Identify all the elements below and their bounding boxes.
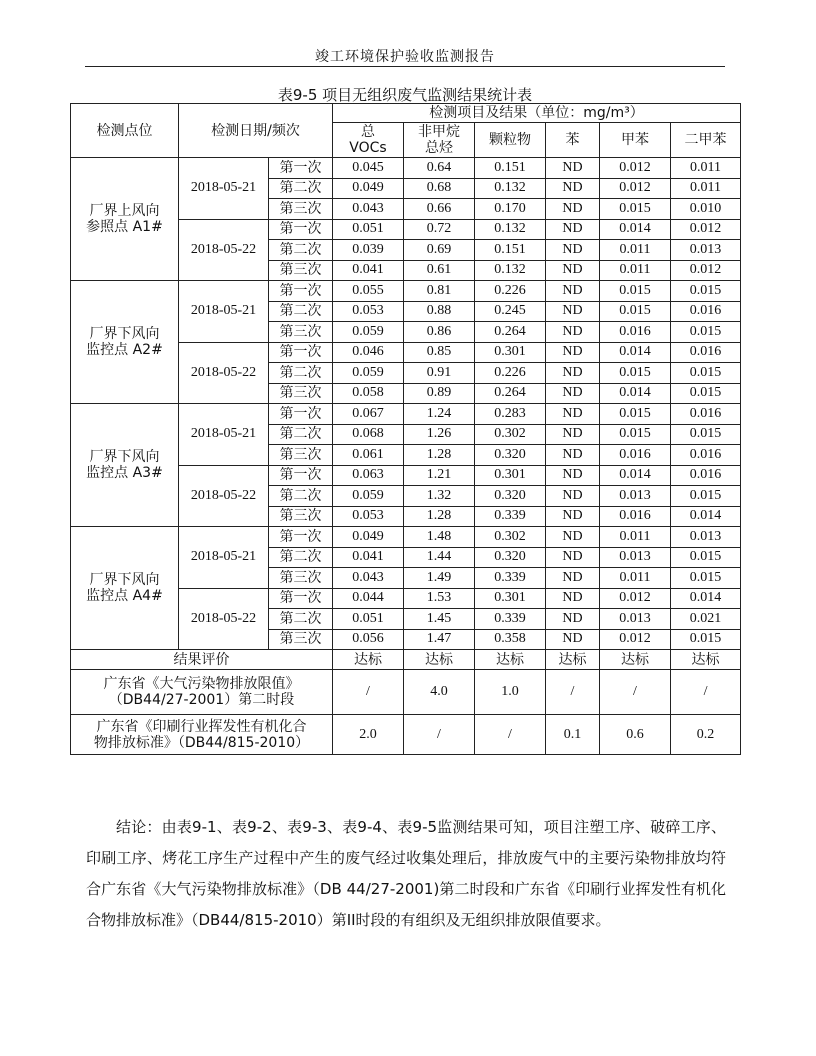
result-value: 0.053	[333, 506, 404, 527]
result-value: 0.015	[671, 424, 741, 445]
result-value: 1.45	[404, 609, 475, 630]
result-value: 0.86	[404, 322, 475, 343]
evaluation-label: 结果评价	[71, 650, 333, 670]
result-value: 0.013	[600, 486, 671, 507]
sample-date: 2018-05-21	[179, 281, 269, 343]
result-value: 0.013	[671, 240, 741, 261]
result-value: 0.014	[600, 465, 671, 486]
result-value: 0.059	[333, 363, 404, 384]
result-value: 0.015	[600, 363, 671, 384]
conclusion-paragraph: 结论：由表9-1、表9-2、表9-3、表9-4、表9-5监测结果可知，项目注塑工序、破碎工序、印刷工序、烤花工序生产过程中产生的废气经过收集处理后，排放废气中的主要污染物排放均符合广东省《大气污染物排放标准》（DB 44/27-2001)第二时段和广东省《印刷行业挥发性有机化合物排放标准》（DB44/815-2010）第II时段的有组织及无组织排放限值要求。	[86, 818, 726, 929]
frequency: 第三次	[269, 629, 333, 650]
header-item-nmhc-line2: 总烃	[425, 140, 453, 156]
sample-date: 2018-05-21	[179, 158, 269, 220]
result-value: 0.320	[475, 445, 546, 466]
evaluation-value: 达标	[404, 650, 475, 670]
frequency: 第二次	[269, 301, 333, 322]
result-value: 0.014	[600, 342, 671, 363]
frequency: 第三次	[269, 568, 333, 589]
result-value: 0.64	[404, 158, 475, 179]
result-value: 0.055	[333, 281, 404, 302]
header-item-nmhc	[404, 123, 475, 158]
result-value: ND	[546, 363, 600, 384]
header-item-nmhc-line1: 非甲烷	[418, 124, 460, 140]
result-value: 0.021	[671, 609, 741, 630]
header-item-xylene: 二甲苯	[671, 123, 741, 158]
result-value: 0.88	[404, 301, 475, 322]
header-item-toluene: 甲苯	[600, 123, 671, 158]
result-value: 0.015	[671, 547, 741, 568]
result-value: 0.283	[475, 404, 546, 425]
frequency: 第一次	[269, 588, 333, 609]
result-value: 0.011	[671, 178, 741, 199]
result-value: 0.045	[333, 158, 404, 179]
standard-value: 2.0	[333, 715, 404, 755]
header-item-total-vocs-line2: VOCs	[349, 140, 387, 156]
result-value: 0.016	[600, 506, 671, 527]
sample-date: 2018-05-22	[179, 219, 269, 281]
result-value: 0.012	[671, 219, 741, 240]
result-value: 0.132	[475, 178, 546, 199]
result-value: 0.051	[333, 219, 404, 240]
results-table	[70, 103, 741, 755]
result-value: ND	[546, 629, 600, 650]
sample-date: 2018-05-22	[179, 588, 269, 650]
result-value: 0.72	[404, 219, 475, 240]
result-value: 0.302	[475, 424, 546, 445]
table-title: 表9-5 项目无组织废气监测结果统计表	[277, 86, 533, 104]
frequency: 第三次	[269, 199, 333, 220]
result-value: 0.66	[404, 199, 475, 220]
result-value: 0.151	[475, 158, 546, 179]
result-value: 0.051	[333, 609, 404, 630]
result-value: 0.015	[671, 281, 741, 302]
result-value: 0.339	[475, 506, 546, 527]
result-value: 0.049	[333, 178, 404, 199]
frequency: 第二次	[269, 424, 333, 445]
result-value: 1.49	[404, 568, 475, 589]
result-value: 0.015	[671, 322, 741, 343]
result-value: 0.264	[475, 322, 546, 343]
site-name-line2: 监控点 A4#	[86, 588, 163, 604]
result-value: 0.132	[475, 219, 546, 240]
site-name-line1: 厂界下风向	[89, 572, 160, 588]
result-value: ND	[546, 281, 600, 302]
result-value: 0.015	[671, 568, 741, 589]
result-value: 1.53	[404, 588, 475, 609]
standard-value: /	[404, 715, 475, 755]
sample-date: 2018-05-22	[179, 342, 269, 404]
result-value: 0.016	[600, 322, 671, 343]
result-value: 0.301	[475, 588, 546, 609]
result-value: 0.053	[333, 301, 404, 322]
result-value: 0.339	[475, 609, 546, 630]
frequency: 第一次	[269, 281, 333, 302]
standard-value: 4.0	[404, 670, 475, 715]
result-value: 0.046	[333, 342, 404, 363]
site-name-line2: 参照点 A1#	[86, 219, 163, 235]
result-value: 0.320	[475, 486, 546, 507]
result-value: 0.339	[475, 568, 546, 589]
evaluation-value: 达标	[546, 650, 600, 670]
result-value: 0.061	[333, 445, 404, 466]
result-value: 0.264	[475, 383, 546, 404]
result-value: 0.015	[600, 424, 671, 445]
result-value: 0.059	[333, 322, 404, 343]
result-value: 0.013	[600, 547, 671, 568]
result-value: 0.011	[600, 568, 671, 589]
frequency: 第二次	[269, 178, 333, 199]
site-name-line2: 监控点 A3#	[86, 465, 163, 481]
site-name-line2: 监控点 A2#	[86, 342, 163, 358]
result-value: ND	[546, 219, 600, 240]
standard-value: 0.2	[671, 715, 741, 755]
evaluation-value: 达标	[671, 650, 741, 670]
result-value: ND	[546, 506, 600, 527]
result-value: ND	[546, 178, 600, 199]
result-value: ND	[546, 158, 600, 179]
result-value: 1.26	[404, 424, 475, 445]
table-row	[71, 158, 741, 179]
frequency: 第二次	[269, 363, 333, 384]
result-value: ND	[546, 199, 600, 220]
result-value: ND	[546, 527, 600, 548]
result-value: ND	[546, 404, 600, 425]
result-value: 0.014	[600, 219, 671, 240]
result-value: ND	[546, 465, 600, 486]
result-value: ND	[546, 322, 600, 343]
result-value: ND	[546, 301, 600, 322]
standard-value: 1.0	[475, 670, 546, 715]
evaluation-value: 达标	[333, 650, 404, 670]
result-value: 0.056	[333, 629, 404, 650]
result-value: 0.015	[671, 383, 741, 404]
result-value: 1.47	[404, 629, 475, 650]
standard-value: /	[671, 670, 741, 715]
result-value: 0.245	[475, 301, 546, 322]
header-date-frequency: 检测日期/频次	[179, 104, 333, 158]
result-value: 0.301	[475, 342, 546, 363]
result-value: 0.012	[600, 178, 671, 199]
result-value: 0.067	[333, 404, 404, 425]
result-value: 0.015	[671, 363, 741, 384]
site-name	[71, 281, 179, 404]
sample-date: 2018-05-21	[179, 527, 269, 589]
result-value: 0.89	[404, 383, 475, 404]
result-value: 0.014	[671, 506, 741, 527]
result-value: 0.068	[333, 424, 404, 445]
standard-label	[71, 715, 333, 755]
result-value: 0.015	[671, 629, 741, 650]
standard-value: /	[475, 715, 546, 755]
result-value: 0.059	[333, 486, 404, 507]
result-value: ND	[546, 424, 600, 445]
result-value: 0.170	[475, 199, 546, 220]
table-row	[71, 404, 741, 425]
result-value: 1.24	[404, 404, 475, 425]
result-value: 0.016	[600, 445, 671, 466]
result-value: ND	[546, 609, 600, 630]
header-item-total-vocs-line1: 总	[361, 124, 375, 140]
evaluation-value: 达标	[475, 650, 546, 670]
result-value: 0.012	[671, 260, 741, 281]
result-value: 1.21	[404, 465, 475, 486]
result-value: 0.358	[475, 629, 546, 650]
result-value: 0.012	[600, 629, 671, 650]
result-value: 1.32	[404, 486, 475, 507]
frequency: 第一次	[269, 219, 333, 240]
frequency: 第二次	[269, 547, 333, 568]
standard-label-line1: 广东省《大气污染物排放限值》	[103, 676, 300, 692]
result-value: 0.016	[671, 465, 741, 486]
frequency: 第一次	[269, 158, 333, 179]
result-value: 1.28	[404, 445, 475, 466]
standard-label-line2: （DB44/27-2001）第二时段	[108, 692, 295, 708]
standard-value: 0.6	[600, 715, 671, 755]
standard-label-line2: 物排放标准》（DB44/815-2010）	[93, 734, 310, 751]
standard-value: /	[600, 670, 671, 715]
result-value: 0.041	[333, 547, 404, 568]
result-value: 0.012	[600, 158, 671, 179]
sample-date: 2018-05-21	[179, 404, 269, 466]
frequency: 第一次	[269, 465, 333, 486]
frequency: 第三次	[269, 506, 333, 527]
result-value: 0.010	[671, 199, 741, 220]
result-value: 0.016	[671, 301, 741, 322]
site-name-line1: 厂界下风向	[89, 449, 160, 465]
result-value: ND	[546, 445, 600, 466]
result-value: 0.013	[671, 527, 741, 548]
frequency: 第三次	[269, 260, 333, 281]
standard-value: 0.1	[546, 715, 600, 755]
result-value: 0.014	[600, 383, 671, 404]
site-name-line1: 厂界下风向	[89, 326, 160, 342]
result-value: 0.226	[475, 363, 546, 384]
result-value: 1.48	[404, 527, 475, 548]
frequency: 第三次	[269, 383, 333, 404]
result-value: 0.049	[333, 527, 404, 548]
site-name	[71, 527, 179, 650]
result-value: ND	[546, 342, 600, 363]
result-value: 0.043	[333, 568, 404, 589]
result-value: 0.043	[333, 199, 404, 220]
site-name	[71, 404, 179, 527]
result-value: 0.69	[404, 240, 475, 261]
result-value: 0.302	[475, 527, 546, 548]
result-value: 0.011	[600, 240, 671, 261]
result-value: 0.015	[600, 281, 671, 302]
frequency: 第二次	[269, 240, 333, 261]
header-items-group: 检测项目及结果（单位：mg/m³）	[333, 104, 741, 123]
result-value: 0.226	[475, 281, 546, 302]
result-value: 0.044	[333, 588, 404, 609]
result-value: 0.011	[671, 158, 741, 179]
frequency: 第一次	[269, 527, 333, 548]
standard-value: /	[546, 670, 600, 715]
header-item-benzene: 苯	[546, 123, 600, 158]
frequency: 第三次	[269, 322, 333, 343]
frequency: 第一次	[269, 404, 333, 425]
result-value: 1.44	[404, 547, 475, 568]
frequency: 第三次	[269, 445, 333, 466]
result-value: ND	[546, 588, 600, 609]
result-value: 0.81	[404, 281, 475, 302]
result-value: 0.68	[404, 178, 475, 199]
result-value: ND	[546, 486, 600, 507]
result-value: 0.015	[600, 199, 671, 220]
result-value: 0.132	[475, 260, 546, 281]
header-location: 检测点位	[71, 104, 179, 158]
header-rule	[85, 66, 725, 67]
header-item-particulate: 颗粒物	[475, 123, 546, 158]
result-value: 0.016	[671, 404, 741, 425]
table-row	[71, 527, 741, 548]
site-name-line1: 厂界上风向	[89, 203, 160, 219]
result-value: ND	[546, 547, 600, 568]
evaluation-value: 达标	[600, 650, 671, 670]
result-value: 0.011	[600, 260, 671, 281]
result-value: 0.015	[600, 301, 671, 322]
result-value: ND	[546, 568, 600, 589]
sample-date: 2018-05-22	[179, 465, 269, 527]
frequency: 第二次	[269, 609, 333, 630]
result-value: 0.016	[671, 342, 741, 363]
header-item-total-vocs	[333, 123, 404, 158]
frequency: 第二次	[269, 486, 333, 507]
result-value: 0.301	[475, 465, 546, 486]
result-value: 0.016	[671, 445, 741, 466]
result-value: 0.039	[333, 240, 404, 261]
result-value: 0.61	[404, 260, 475, 281]
result-value: 0.91	[404, 363, 475, 384]
table-body	[71, 158, 741, 650]
standard-label-line1: 广东省《印刷行业挥发性有机化合	[96, 718, 307, 735]
result-value: 0.041	[333, 260, 404, 281]
site-name	[71, 158, 179, 281]
result-value: 0.015	[671, 486, 741, 507]
result-value: 0.012	[600, 588, 671, 609]
result-value: 0.013	[600, 609, 671, 630]
result-value: 0.063	[333, 465, 404, 486]
result-value: 0.014	[671, 588, 741, 609]
result-value: ND	[546, 260, 600, 281]
frequency: 第一次	[269, 342, 333, 363]
result-value: 0.015	[600, 404, 671, 425]
result-value: ND	[546, 383, 600, 404]
result-value: 0.320	[475, 547, 546, 568]
result-value: 0.058	[333, 383, 404, 404]
standard-label	[71, 670, 333, 715]
standard-value: /	[333, 670, 404, 715]
result-value: 0.011	[600, 527, 671, 548]
result-value: 0.151	[475, 240, 546, 261]
result-value: ND	[546, 240, 600, 261]
result-value: 0.85	[404, 342, 475, 363]
table-row	[71, 281, 741, 302]
result-value: 1.28	[404, 506, 475, 527]
page-header: 竣工环境保护验收监测报告	[315, 49, 495, 65]
